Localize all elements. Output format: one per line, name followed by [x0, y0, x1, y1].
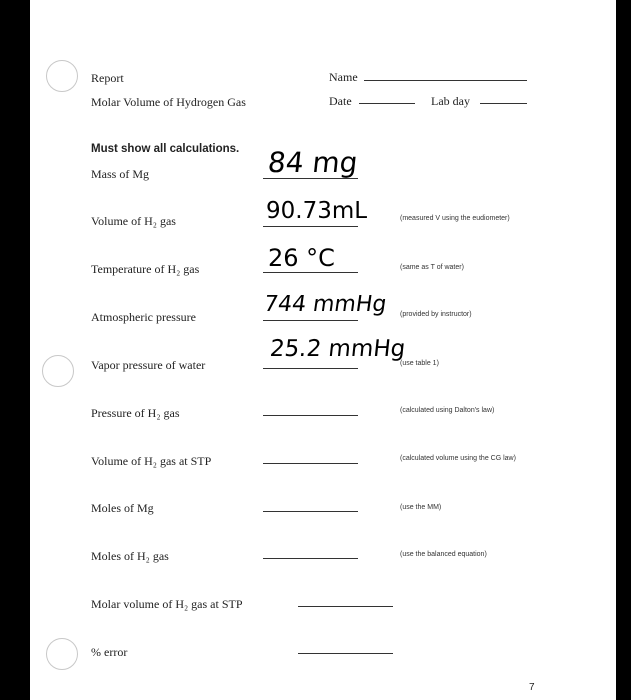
answer-line [263, 320, 358, 321]
answer-volume-h2: 90.73mL [266, 198, 368, 224]
instructions: Must show all calculations. [91, 143, 240, 155]
worksheet-page [30, 0, 616, 700]
answer-line [263, 463, 358, 464]
row-label-temperature: Temperature of H₂ gas [91, 262, 200, 276]
page-number: 7 [529, 682, 535, 693]
answer-mass-mg: 84 mg [266, 146, 360, 179]
date-label: Date [329, 94, 352, 108]
row-label-vapor-pressure: Vapor pressure of water [91, 358, 206, 372]
answer-line [263, 178, 358, 179]
note-atm-pressure: (provided by instructor) [400, 311, 472, 318]
note-volume-stp: (calculated volume using the CG law) [400, 455, 516, 462]
hole-punch-mark [46, 60, 78, 92]
note-temperature: (same as T of water) [400, 264, 464, 271]
hole-punch-mark [42, 355, 74, 387]
note-pressure-h2: (calculated using Dalton's law) [400, 407, 495, 414]
answer-line [263, 226, 358, 227]
report-title: Report [91, 71, 124, 85]
row-label-moles-h2: Moles of H₂ gas [91, 549, 169, 563]
note-vapor-pressure: (use table 1) [400, 360, 439, 367]
note-moles-h2: (use the balanced equation) [400, 551, 487, 558]
date-line [359, 103, 415, 104]
row-label-moles-mg: Moles of Mg [91, 501, 154, 515]
answer-atm-pressure: 744 mmHg [262, 292, 389, 317]
lab-day-line [480, 103, 527, 104]
row-label-atm-pressure: Atmospheric pressure [91, 310, 196, 324]
row-label-percent-error: % error [91, 645, 128, 659]
row-label-volume-h2: Volume of H₂ gas [91, 214, 176, 228]
answer-line [263, 511, 358, 512]
name-label: Name [329, 70, 358, 84]
answer-temperature: 26 °C [268, 244, 335, 272]
name-line [364, 80, 527, 81]
row-label-volume-stp: Volume of H₂ gas at STP [91, 454, 212, 468]
answer-line [298, 606, 393, 607]
hole-punch-mark [46, 638, 78, 670]
note-volume-h2: (measured V using the eudiometer) [400, 215, 510, 222]
note-moles-mg: (use the MM) [400, 504, 442, 511]
row-label-pressure-h2: Pressure of H₂ gas [91, 406, 180, 420]
row-label-mass-mg: Mass of Mg [91, 167, 150, 181]
answer-line [298, 653, 393, 654]
report-subtitle: Molar Volume of Hydrogen Gas [91, 95, 246, 109]
answer-line [263, 272, 358, 273]
answer-vapor-pressure: 25.2 mmHg [268, 336, 407, 362]
answer-line [263, 558, 358, 559]
row-label-molar-volume: Molar volume of H₂ gas at STP [91, 597, 243, 611]
lab-day-label: Lab day [431, 94, 470, 108]
answer-line [263, 415, 358, 416]
answer-line [263, 368, 358, 369]
